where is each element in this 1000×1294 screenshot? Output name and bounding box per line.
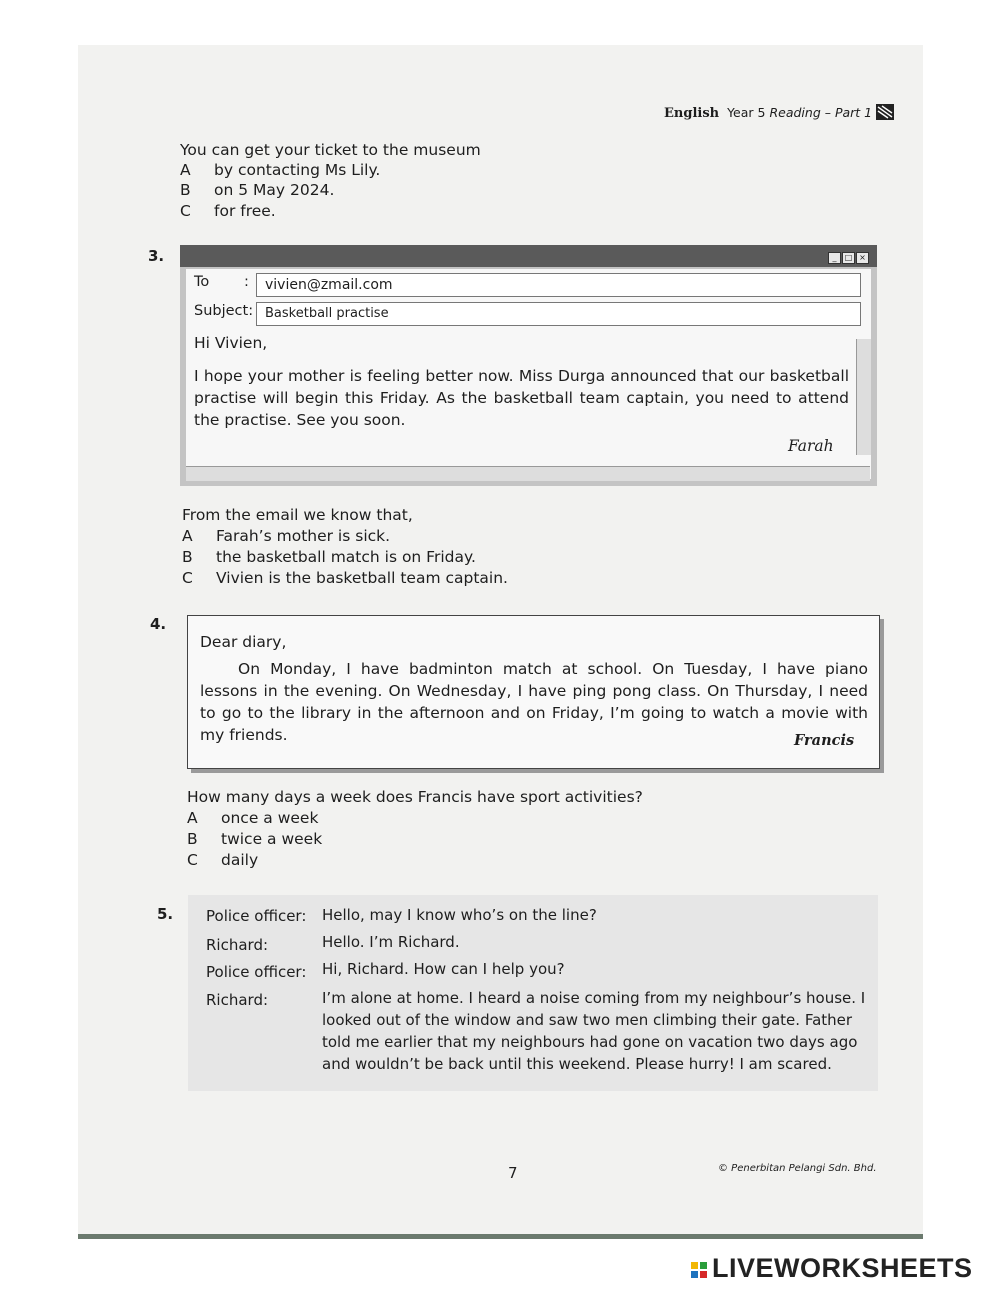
logo-text: LIVEWORKSHEETS bbox=[712, 1253, 973, 1283]
logo-icon bbox=[690, 1261, 712, 1283]
diary-body: On Monday, I have badminton match at school. On Tuesday, I have piano lessons in the evening. On Wednesday, I have ping pong class. On Thursday, I need to go to the library in the afternoon and on Friday, I’m going to watch a movie with my friends. bbox=[200, 660, 868, 744]
q3-option-b[interactable]: B the basketball match is on Friday. bbox=[182, 548, 476, 566]
header-year: Year 5 bbox=[727, 105, 766, 120]
dialogue-line: Hello. I’m Richard. bbox=[322, 933, 460, 951]
diary-signature: Francis bbox=[794, 732, 855, 749]
q4-option-c[interactable]: C daily bbox=[187, 851, 259, 869]
email-body: I hope your mother is feeling better now. Miss Durga announced that our basketball practise will begin this Friday. As the basketball team captain, you need to attend the practise. See you soon. bbox=[194, 367, 849, 429]
email-window bbox=[180, 245, 877, 486]
q4-stem: How many days a week does Francis have sport activities? bbox=[187, 788, 643, 806]
q2-option-b[interactable]: B on 5 May 2024. bbox=[180, 181, 335, 199]
header-subject: English bbox=[664, 106, 720, 121]
dialogue-speaker: Richard: bbox=[206, 991, 269, 1009]
dialogue-line: I’m alone at home. I heard a noise coming from my neighbour’s house. I looked out of the window and saw two men climbing their gate. Father told me earlier that my neighbours had gone on vacation two days ago and wouldn’t be back until this weekend. Please hurry! I am scared. bbox=[322, 989, 866, 1073]
close-icon: × bbox=[856, 252, 869, 264]
q4-option-a[interactable]: A once a week bbox=[187, 809, 319, 827]
diary-greeting: Dear diary, bbox=[200, 633, 287, 651]
diary-box bbox=[187, 615, 880, 769]
copyright: © Penerbitan Pelangi Sdn. Bhd. bbox=[718, 1163, 877, 1174]
subject-label: Subject: bbox=[194, 303, 254, 319]
q5-number: 5. bbox=[157, 905, 174, 923]
dialogue-line: Hi, Richard. How can I help you? bbox=[322, 960, 565, 978]
minimize-icon: _ bbox=[828, 252, 841, 264]
email-signature: Farah bbox=[788, 437, 834, 455]
window-titlebar bbox=[180, 245, 877, 267]
q3-stem: From the email we know that, bbox=[182, 506, 413, 524]
to-colon: : bbox=[244, 274, 249, 290]
subject-field: Basketball practise bbox=[256, 302, 861, 326]
q4-number: 4. bbox=[150, 615, 167, 633]
dialogue-speaker: Police officer: bbox=[206, 907, 307, 925]
liveworksheets-logo[interactable] bbox=[690, 1253, 973, 1284]
to-field: vivien@zmail.com bbox=[256, 273, 861, 297]
q2-option-c[interactable]: C for free. bbox=[180, 202, 276, 220]
q4-option-b[interactable]: B twice a week bbox=[187, 830, 323, 848]
dialogue-line: Hello, may I know who’s on the line? bbox=[322, 906, 597, 924]
maximize-icon: □ bbox=[842, 252, 855, 264]
to-label: To bbox=[194, 274, 210, 290]
dialogue-speaker: Richard: bbox=[206, 936, 269, 954]
q2-option-a[interactable]: A by contacting Ms Lily. bbox=[180, 161, 381, 179]
page-edge bbox=[78, 1234, 923, 1239]
page-header bbox=[664, 104, 894, 121]
email-greeting: Hi Vivien, bbox=[194, 334, 268, 352]
q2-stem: You can get your ticket to the museum bbox=[180, 141, 481, 159]
horizontal-scrollbar[interactable] bbox=[186, 466, 870, 481]
page-number: 7 bbox=[508, 1164, 518, 1182]
book-icon bbox=[876, 104, 894, 120]
q3-option-c[interactable]: C Vivien is the basketball team captain. bbox=[182, 569, 508, 587]
email-content bbox=[186, 269, 871, 479]
vertical-scrollbar[interactable] bbox=[856, 339, 871, 455]
q3-option-a[interactable]: A Farah’s mother is sick. bbox=[182, 527, 391, 545]
header-section: Reading – Part 1 bbox=[769, 105, 873, 120]
q3-number: 3. bbox=[148, 247, 165, 265]
dialogue-speaker: Police officer: bbox=[206, 963, 307, 981]
